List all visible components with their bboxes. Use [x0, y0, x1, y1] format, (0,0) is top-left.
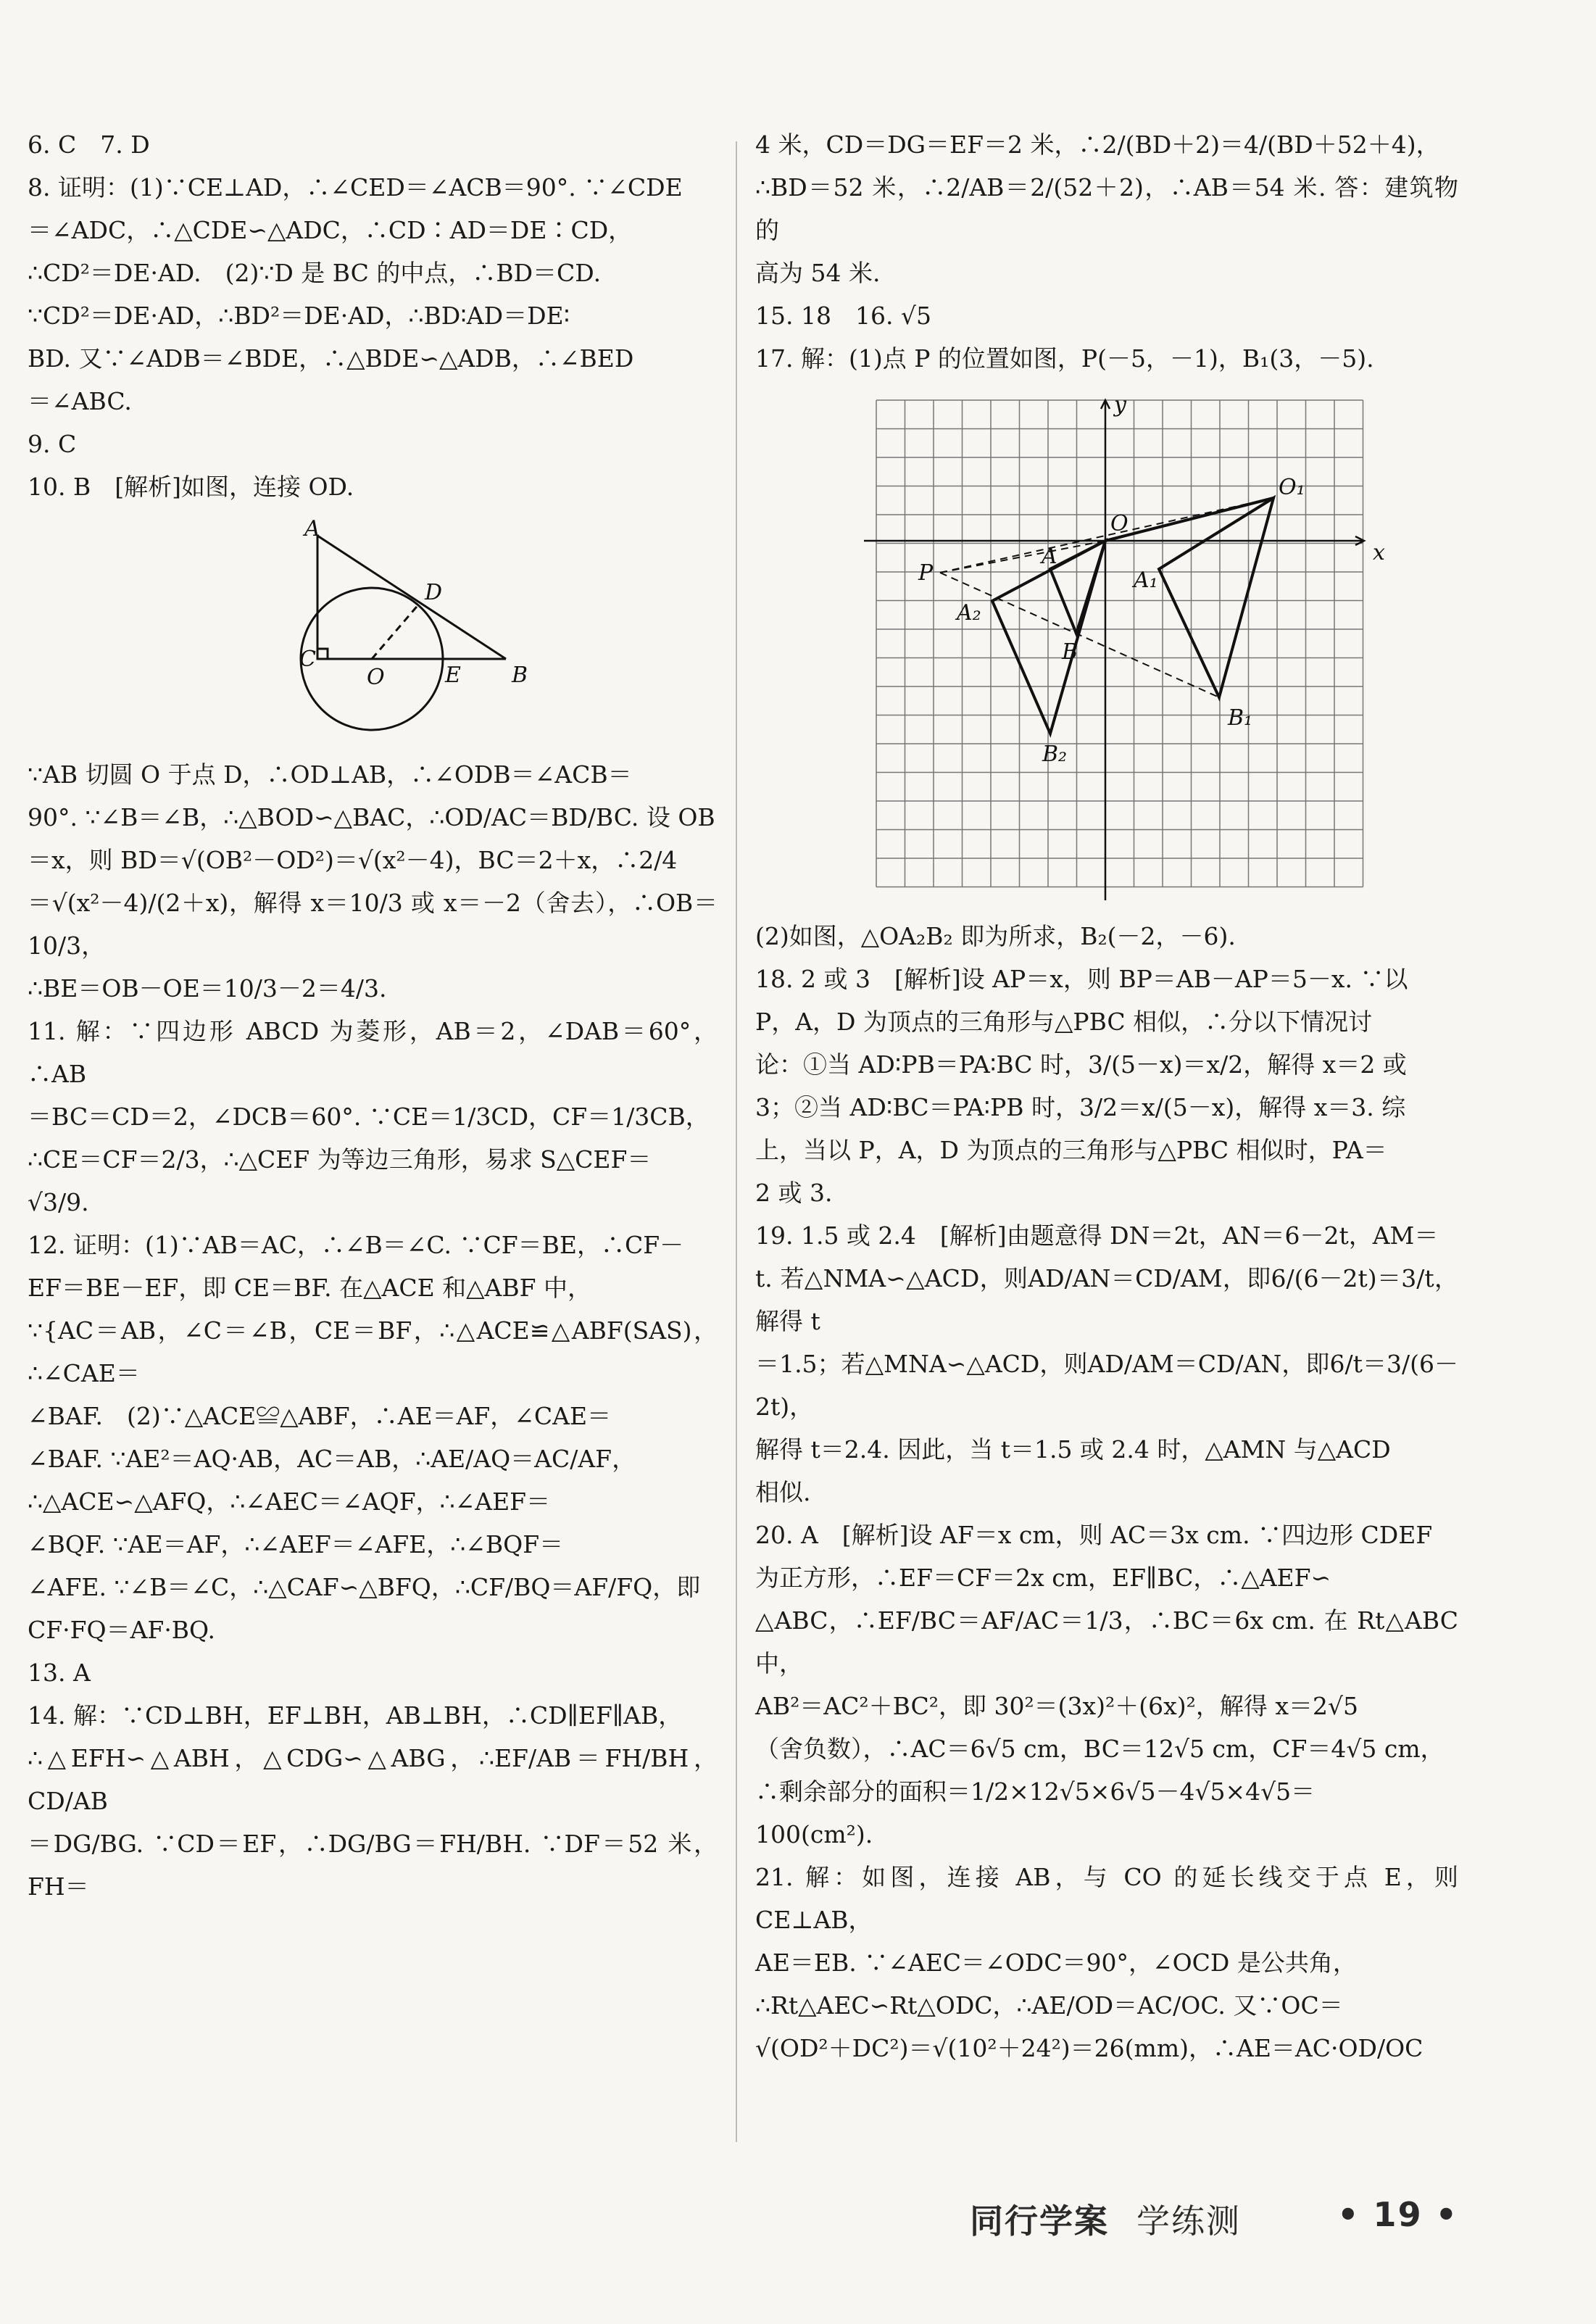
answer-12-line9: CF·FQ＝AF·BQ. [28, 1616, 215, 1644]
answer-14-line3: ＝DG/BG. ∵CD＝EF，∴DG/BG＝FH/BH. ∵DF＝52 米，FH＝ [28, 1830, 718, 1901]
answer-13: 13. A [28, 1659, 91, 1687]
answer-12-line3: ∵{AC＝AB，∠C＝∠B，CE＝BF，∴△ACE≌△ABF(SAS)，∴∠CAE＝ [28, 1316, 718, 1387]
answer-19-line3: ＝1.5；若△MNA∽△ACD，则AD/AM＝CD/AN，即6/t＝3/(6－2t)， [755, 1350, 1458, 1421]
label-b: B [512, 663, 528, 688]
answer-17-line1: (2)如图，△OA₂B₂ 即为所求，B₂(－2，－6). [755, 922, 1236, 950]
answer-8-line5: BD. 又∵∠ADB＝∠BDE，∴△BDE∽△ADB，∴∠BED [28, 344, 634, 373]
label-o1: O₁ [1279, 475, 1305, 500]
answer-12-line7: ∠BQF. ∵AE＝AF，∴∠AEF＝∠AFE，∴∠BQF＝ [28, 1530, 564, 1559]
axis-label-x: x [1373, 540, 1385, 565]
label-o: O [367, 665, 385, 690]
label-d: D [425, 580, 443, 605]
answer-17-head: 17. 解：(1)点 P 的位置如图，P(－5，－1)，B₁(3，－5). [755, 344, 1374, 373]
label-a: A [304, 516, 320, 541]
answer-14-line2: ∴△EFH∽△ABH，△CDG∽△ABG，∴EF/AB＝FH/BH，CD/AB [28, 1744, 718, 1815]
footer-series: 学练测 [1136, 2201, 1241, 2241]
dashed-p-b1 [940, 573, 1219, 697]
answer-21-line1: 21. 解：如图，连接 AB，与 CO 的延长线交于点 E，则 CE⊥AB， [755, 1863, 1458, 1934]
answer-14-line6: 高为 54 米. [755, 259, 881, 287]
answer-18-line6: 2 或 3. [755, 1179, 833, 1207]
right-angle-mark [317, 649, 328, 659]
segment-od-dashed [372, 602, 420, 659]
answer-12-line8: ∠AFE. ∵∠B＝∠C，∴△CAF∽△BFQ，∴CF/BQ＝AF/FQ，即 [28, 1573, 701, 1601]
label-o: O [1110, 511, 1129, 536]
answer-20-line5: （舍负数），∴AC＝6√5 cm，BC＝12√5 cm，CF＝4√5 cm， [755, 1735, 1445, 1763]
triangle-o1a1b1 [1159, 498, 1273, 697]
label-b1: B₁ [1228, 705, 1253, 731]
answer-12-line6: ∴△ACE∽△AFQ，∴∠AEC＝∠AQF，∴∠AEF＝ [28, 1487, 551, 1516]
answer-19-line5: 相似. [755, 1478, 811, 1506]
label-a2: A₂ [957, 600, 981, 626]
answer-14-line1: 14. 解：∵CD⊥BH，EF⊥BH，AB⊥BH，∴CD∥EF∥AB， [28, 1701, 683, 1730]
answer-10-line3: ＝x，则 BD＝√(OB²－OD²)＝√(x²－4)，BC＝2＋x，∴2/4 [28, 846, 678, 874]
answer-18-line3: 论：①当 AD∶PB＝PA∶BC 时，3/(5－x)＝x/2，解得 x＝2 或 [755, 1050, 1407, 1079]
answer-8-line3: ∴CD²＝DE·AD. (2)∵D 是 BC 的中点，∴BD＝CD. [28, 259, 602, 287]
label-p: P [918, 560, 934, 586]
grid-coordinate-figure [755, 386, 1458, 908]
answer-18-line2: P，A，D 为顶点的三角形与△PBC 相似，∴分以下情况讨 [755, 1008, 1373, 1036]
segment-ab [317, 536, 506, 659]
left-column [28, 123, 718, 1908]
answer-12-line2: EF＝BE－EF，即 CE＝BF. 在△ACE 和△ABF 中， [28, 1274, 592, 1302]
label-a: A [1042, 544, 1057, 569]
dashed-p-o1 [940, 498, 1273, 573]
answer-19-line4: 解得 t＝2.4. 因此，当 t＝1.5 或 2.4 时，△AMN 与△ACD [755, 1435, 1391, 1464]
answer-10-line2: 90°. ∵∠B＝∠B，∴△BOD∽△BAC，∴OD/AC＝BD/BC. 设 OB [28, 803, 715, 831]
answer-20-line2: 为正方形，∴EF＝CF＝2x cm，EF∥BC，∴△AEF∽ [755, 1564, 1331, 1592]
answer-21-line2: AE＝EB. ∵∠AEC＝∠ODC＝90°，∠OCD 是公共角， [755, 1949, 1357, 1977]
answer-11-line3: ∴CE＝CF＝2/3，∴△CEF 为等边三角形，易求 S△CEF＝ [28, 1145, 652, 1174]
answer-20-line6: ∴剩余部分的面积＝1/2×12√5×6√5－4√5×4√5＝ [755, 1777, 1316, 1806]
answer-20-line1: 20. A [解析]设 AF＝x cm，则 AC＝3x cm. ∵四边形 CDEF [755, 1521, 1433, 1549]
answer-18-line5: 上，当以 P，A，D 为顶点的三角形与△PBC 相似时，PA＝ [755, 1136, 1387, 1164]
answer-10-head: 10. B [解析]如图，连接 OD. [28, 473, 354, 501]
answer-11-line4: √3/9. [28, 1188, 89, 1216]
answer-8-line6: ＝∠ABC. [28, 387, 132, 415]
answer-12-line5: ∠BAF. ∵AE²＝AQ·AB，AC＝AB，∴AE/AQ＝AC/AF， [28, 1445, 636, 1473]
answer-21-line3: ∴Rt△AEC∽Rt△ODC，∴AE/OD＝AC/OC. 又∵OC＝ [755, 1991, 1343, 2020]
answer-8-line4: ∵CD²＝DE·AD，∴BD²＝DE·AD，∴BD∶AD＝DE∶ [28, 302, 570, 330]
grid-lines [876, 400, 1363, 887]
answer-8-line1: 8. 证明：(1)∵CE⊥AD，∴∠CED＝∠ACB＝90°. ∵∠CDE [28, 173, 683, 202]
answer-19-line1: 19. 1.5 或 2.4 [解析]由题意得 DN＝2t，AN＝6－2t，AM＝ [755, 1221, 1439, 1250]
answer-18-line4: 3；②当 AD∶BC＝PA∶PB 时，3/2＝x/(5－x)，解得 x＝3. 综 [755, 1093, 1406, 1121]
answer-8-line2: ＝∠ADC，∴△CDE∽△ADC，∴CD∶AD＝DE∶CD， [28, 216, 633, 244]
dashed-p-o [940, 541, 1105, 573]
answer-9: 9. C [28, 430, 77, 458]
answer-6-7: 6. C 7. D [28, 130, 150, 159]
answer-19-line2: t. 若△NMA∽△ACD，则AD/AN＝CD/AM，即6/(6－2t)＝3/t，解得 t [755, 1264, 1458, 1335]
answer-20-line3: △ABC，∴EF/BC＝AF/AC＝1/3，∴BC＝6x cm. 在 Rt△ABC 中， [755, 1606, 1458, 1677]
answer-14-line5: ∴BD＝52 米，∴2/AB＝2/(52＋2)，∴AB＝54 米. 答：建筑物的 [755, 173, 1458, 244]
label-a1: A₁ [1134, 568, 1158, 593]
footer-brand: 同行学案 [969, 2201, 1109, 2241]
label-b: B [1062, 639, 1078, 665]
answer-18-line1: 18. 2 或 3 [解析]设 AP＝x，则 BP＝AB－AP＝5－x. ∵以 [755, 965, 1408, 993]
answer-10-line5: ∴BE＝OB－OE＝10/3－2＝4/3. [28, 974, 387, 1003]
answer-20-line4: AB²＝AC²＋BC²，即 30²＝(3x)²＋(6x)²，解得 x＝2√5 [755, 1692, 1358, 1720]
answer-12-line1: 12. 证明：(1)∵AB＝AC，∴∠B＝∠C. ∵CF＝BE，∴CF－ [28, 1231, 684, 1259]
triangle-oa2b2 [992, 541, 1105, 734]
answer-15-16: 15. 18 16. √5 [755, 302, 931, 330]
answer-21-line4: √(OD²＋DC²)＝√(10²＋24²)＝26(mm)，∴AE＝AC·OD/OC [755, 2034, 1423, 2062]
answer-11-line2: ＝BC＝CD＝2，∠DCB＝60°. ∵CE＝1/3CD，CF＝1/3CB， [28, 1103, 710, 1131]
axis-label-y: y [1114, 392, 1126, 418]
label-b2: B₂ [1042, 742, 1068, 767]
answer-12-line4: ∠BAF. (2)∵△ACE≌△ABF，∴AE＝AF，∠CAE＝ [28, 1402, 612, 1430]
circle-tangent-figure [28, 514, 718, 746]
answer-10-line4: ＝√(x²－4)/(2＋x)，解得 x＝10/3 或 x＝－2（舍去），∴OB＝10/3， [28, 889, 718, 960]
page-number: • 19 • [1337, 2195, 1458, 2234]
answer-14-line4: 4 米，CD＝DG＝EF＝2 米，∴2/(BD＋2)＝4/(BD＋52＋4)， [755, 130, 1440, 159]
answer-10-line1: ∵AB 切圆 O 于点 D，∴OD⊥AB，∴∠ODB＝∠ACB＝ [28, 760, 632, 789]
right-column [755, 123, 1458, 2070]
column-divider [736, 141, 737, 2142]
page-footer [970, 2195, 1255, 2243]
answer-20-line7: 100(cm²). [755, 1820, 873, 1848]
label-c: C [299, 647, 316, 672]
answer-11-line1: 11. 解：∵四边形 ABCD 为菱形，AB＝2，∠DAB＝60°，∴AB [28, 1017, 718, 1088]
label-e: E [445, 663, 461, 688]
